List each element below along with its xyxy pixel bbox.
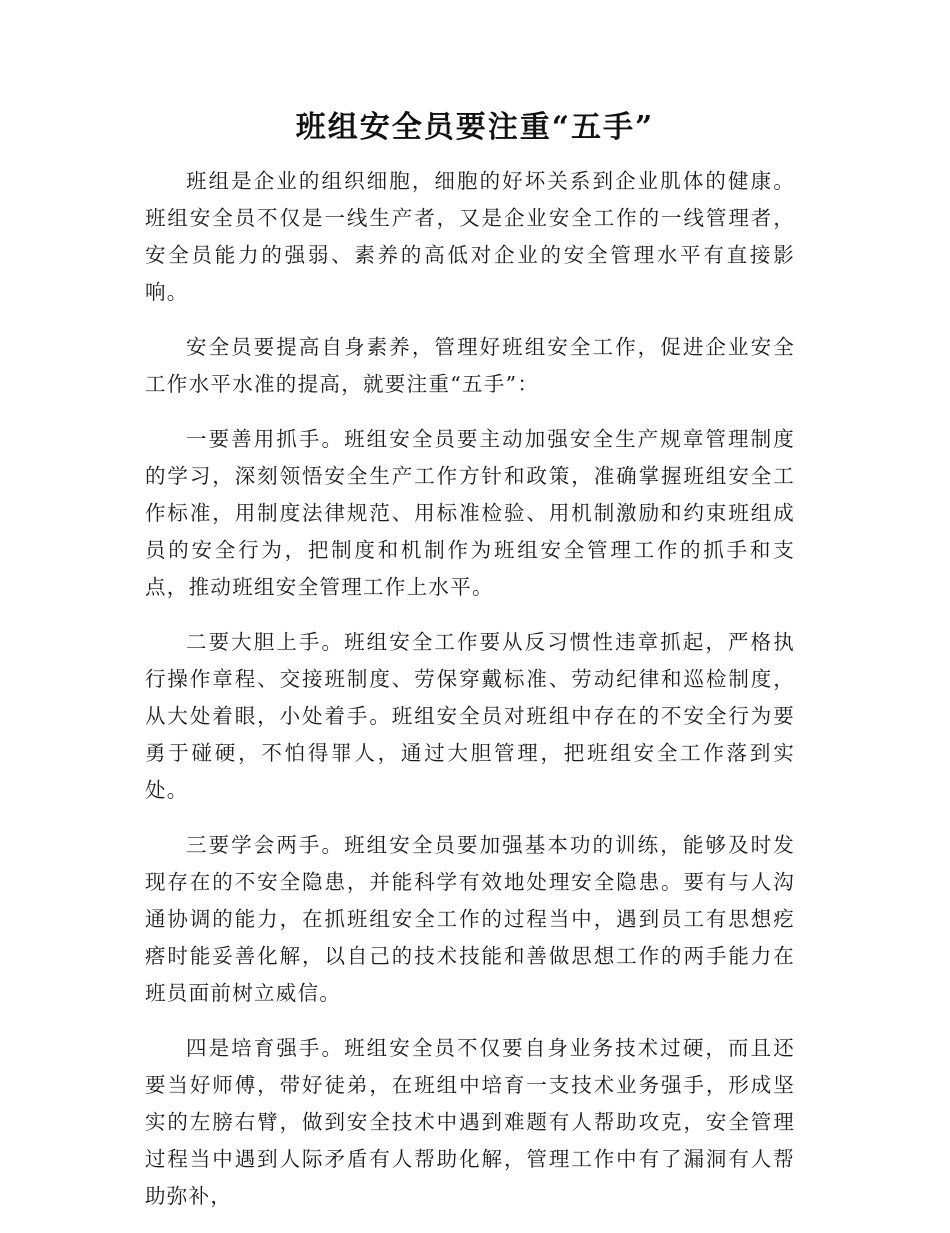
paragraph-point-4: 四是培育强手。班组安全员不仅要自身业务技术过硬，而且还要当好师傅，带好徒弟，在班组中培育一支技术业务强手，形成坚实的左膀右臂，做到安全技术中遇到难题有人帮助攻克，安全管理过程当中遇到人际矛盾有人帮助化解，管理工作中有了漏洞有人帮助弥补， <box>145 1036 795 1208</box>
paragraph-point-2: 二要大胆上手。班组安全工作要从反习惯性违章抓起，严格执行操作章程、交接班制度、劳保穿戴标准、劳动纪律和巡检制度，从大处着眼，小处着手。班组安全员对班组中存在的不安全行为要勇于碰硬，不怕得罪人，通过大胆管理，把班组安全工作落到实处。 <box>145 630 795 802</box>
paragraph-overview: 安全员要提高自身素养，管理好班组安全工作，促进企业安全工作水平水准的提高，就要注重“五手”： <box>145 335 795 396</box>
document-title: 班组安全员要注重“五手” <box>295 110 655 145</box>
document-body <box>145 163 795 1233</box>
paragraph-point-3: 三要学会两手。班组安全员要加强基本功的训练，能够及时发现存在的不安全隐患，并能科学有效地处理安全隐患。要有与人沟通协调的能力，在抓班组安全工作的过程当中，遇到员工有思想疙瘩时能妥善化解，以自己的技术技能和善做思想工作的两手能力在班员面前树立威信。 <box>145 833 795 1005</box>
paragraph-point-1: 一要善用抓手。班组安全员要主动加强安全生产规章管理制度的学习，深刻领悟安全生产工作方针和政策，准确掌握班组安全工作标准，用制度法律规范、用标准检验、用机制激励和约束班组成员的安全行为，把制度和机制作为班组安全管理工作的抓手和支点，推动班组安全管理工作上水平。 <box>145 427 795 599</box>
paragraph-intro: 班组是企业的组织细胞，细胞的好坏关系到企业肌体的健康。班组安全员不仅是一线生产者，又是企业安全工作的一线管理者，安全员能力的强弱、素养的高低对企业的安全管理水平有直接影响。 <box>145 169 795 304</box>
